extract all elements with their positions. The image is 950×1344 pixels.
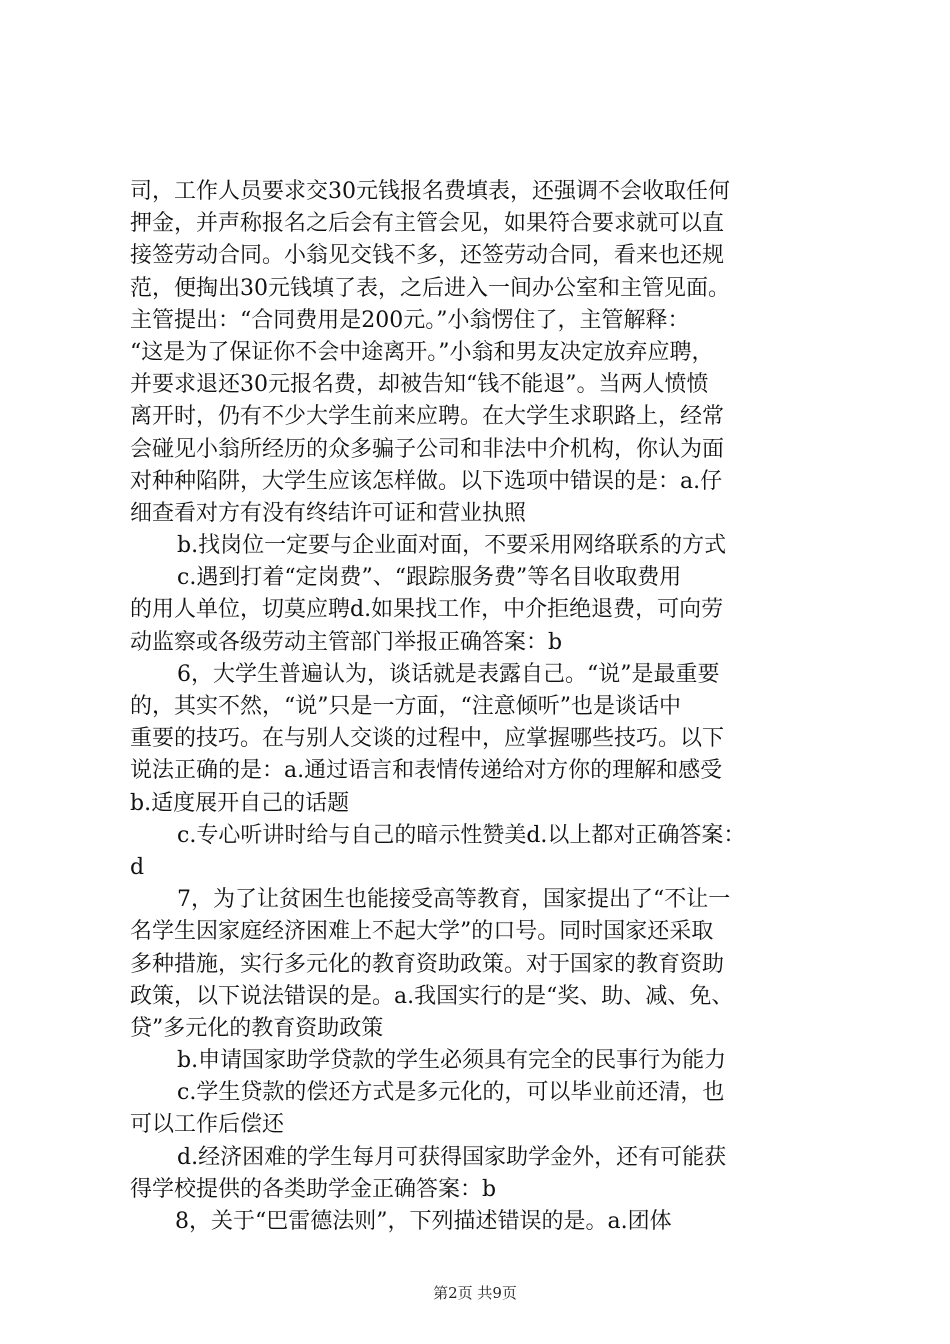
text-line: 细查看对方有没有终结许可证和营业执照 — [130, 500, 527, 526]
text-line: 接签劳动合同。小翁见交钱不多，还签劳动合同，看来也还规 — [130, 243, 725, 269]
question-line: 8，关于“巴雷德法则”，下列描述错误的是。a.团体 — [175, 1209, 672, 1234]
text-line: 政策，以下说法错误的是。a.我国实行的是“奖、助、减、免、 — [130, 983, 734, 1009]
text-line: 会碰见小翁所经历的众多骗子公司和非法中介机构，你认为面 — [130, 436, 725, 462]
text-line: 主管提出：“合同费用是200元。”小翁愣住了，主管解释： — [130, 307, 690, 333]
option-line: d.经济困难的学生每月可获得国家助学金外，还有可能获 — [177, 1144, 727, 1170]
page-number-footer: 第2页 共9页 — [433, 1284, 517, 1302]
text-line: 并要求退还30元报名费，却被告知“钱不能退”。当两人愤愤 — [130, 372, 709, 398]
text-line: “这是为了保证你不会中途离开。”小翁和男友决定放弃应聘， — [130, 339, 714, 365]
question-line: 7，为了让贫困生也能接受高等教育，国家提出了“不让一 — [177, 887, 731, 913]
text-line: 对种种陷阱，大学生应该怎样做。以下选项中错误的是：a.仔 — [130, 468, 723, 494]
text-line: 可以工作后偿还 — [130, 1112, 285, 1138]
text-line: 贷”多元化的教育资助政策 — [130, 1015, 384, 1041]
answer-line: d — [130, 854, 145, 880]
option-line: b.申请国家助学贷款的学生必须具有完全的民事行为能力 — [177, 1048, 727, 1074]
question-line: 6，大学生普遍认为，谈话就是表露自己。“说”是最重要 — [177, 661, 720, 687]
answer-line: 得学校提供的各类助学金正确答案：b — [130, 1176, 497, 1202]
text-line: 范，便掏出30元钱填了表，之后进入一间办公室和主管见面。 — [130, 275, 730, 301]
text-line: 名学生因家庭经济困难上不起大学”的口号。同时国家还采取 — [130, 919, 714, 945]
answer-line: 动监察或各级劳动主管部门举报正确答案：b — [130, 629, 563, 655]
text-line: 的用人单位，切莫应聘d.如果找工作，中介拒绝退费，可向劳 — [130, 597, 724, 623]
text-line: 押金，并声称报名之后会有主管会见，如果符合要求就可以直 — [130, 211, 725, 237]
text-line: 司，工作人员要求交30元钱报名费填表，还强调不会收取任何 — [130, 179, 730, 204]
option-line: b.适度展开自己的话题 — [130, 790, 350, 816]
option-line: b.找岗位一定要与企业面对面，不要采用网络联系的方式 — [177, 533, 727, 559]
text-line: 离开时，仍有不少大学生前来应聘。在大学生求职路上，经常 — [130, 404, 725, 430]
text-line: 多种措施，实行多元化的教育资助政策。对于国家的教育资助 — [130, 951, 725, 977]
option-line: c.专心听讲时给与自己的暗示性赞美d.以上都对正确答案： — [177, 822, 746, 848]
option-line: c.学生贷款的偿还方式是多元化的，可以毕业前还清，也 — [177, 1080, 725, 1106]
document-body — [130, 176, 830, 1238]
text-line: 的，其实不然，“说”只是一方面，“注意倾听”也是谈话中 — [130, 694, 681, 719]
option-line: c.遇到打着“定岗费”、“跟踪服务费”等名目收取费用 — [177, 565, 682, 591]
text-line: 说法正确的是：a.通过语言和表情传递给对方你的理解和感受 — [130, 758, 723, 784]
text-line: 重要的技巧。在与别人交谈的过程中，应掌握哪些技巧。以下 — [130, 726, 725, 752]
